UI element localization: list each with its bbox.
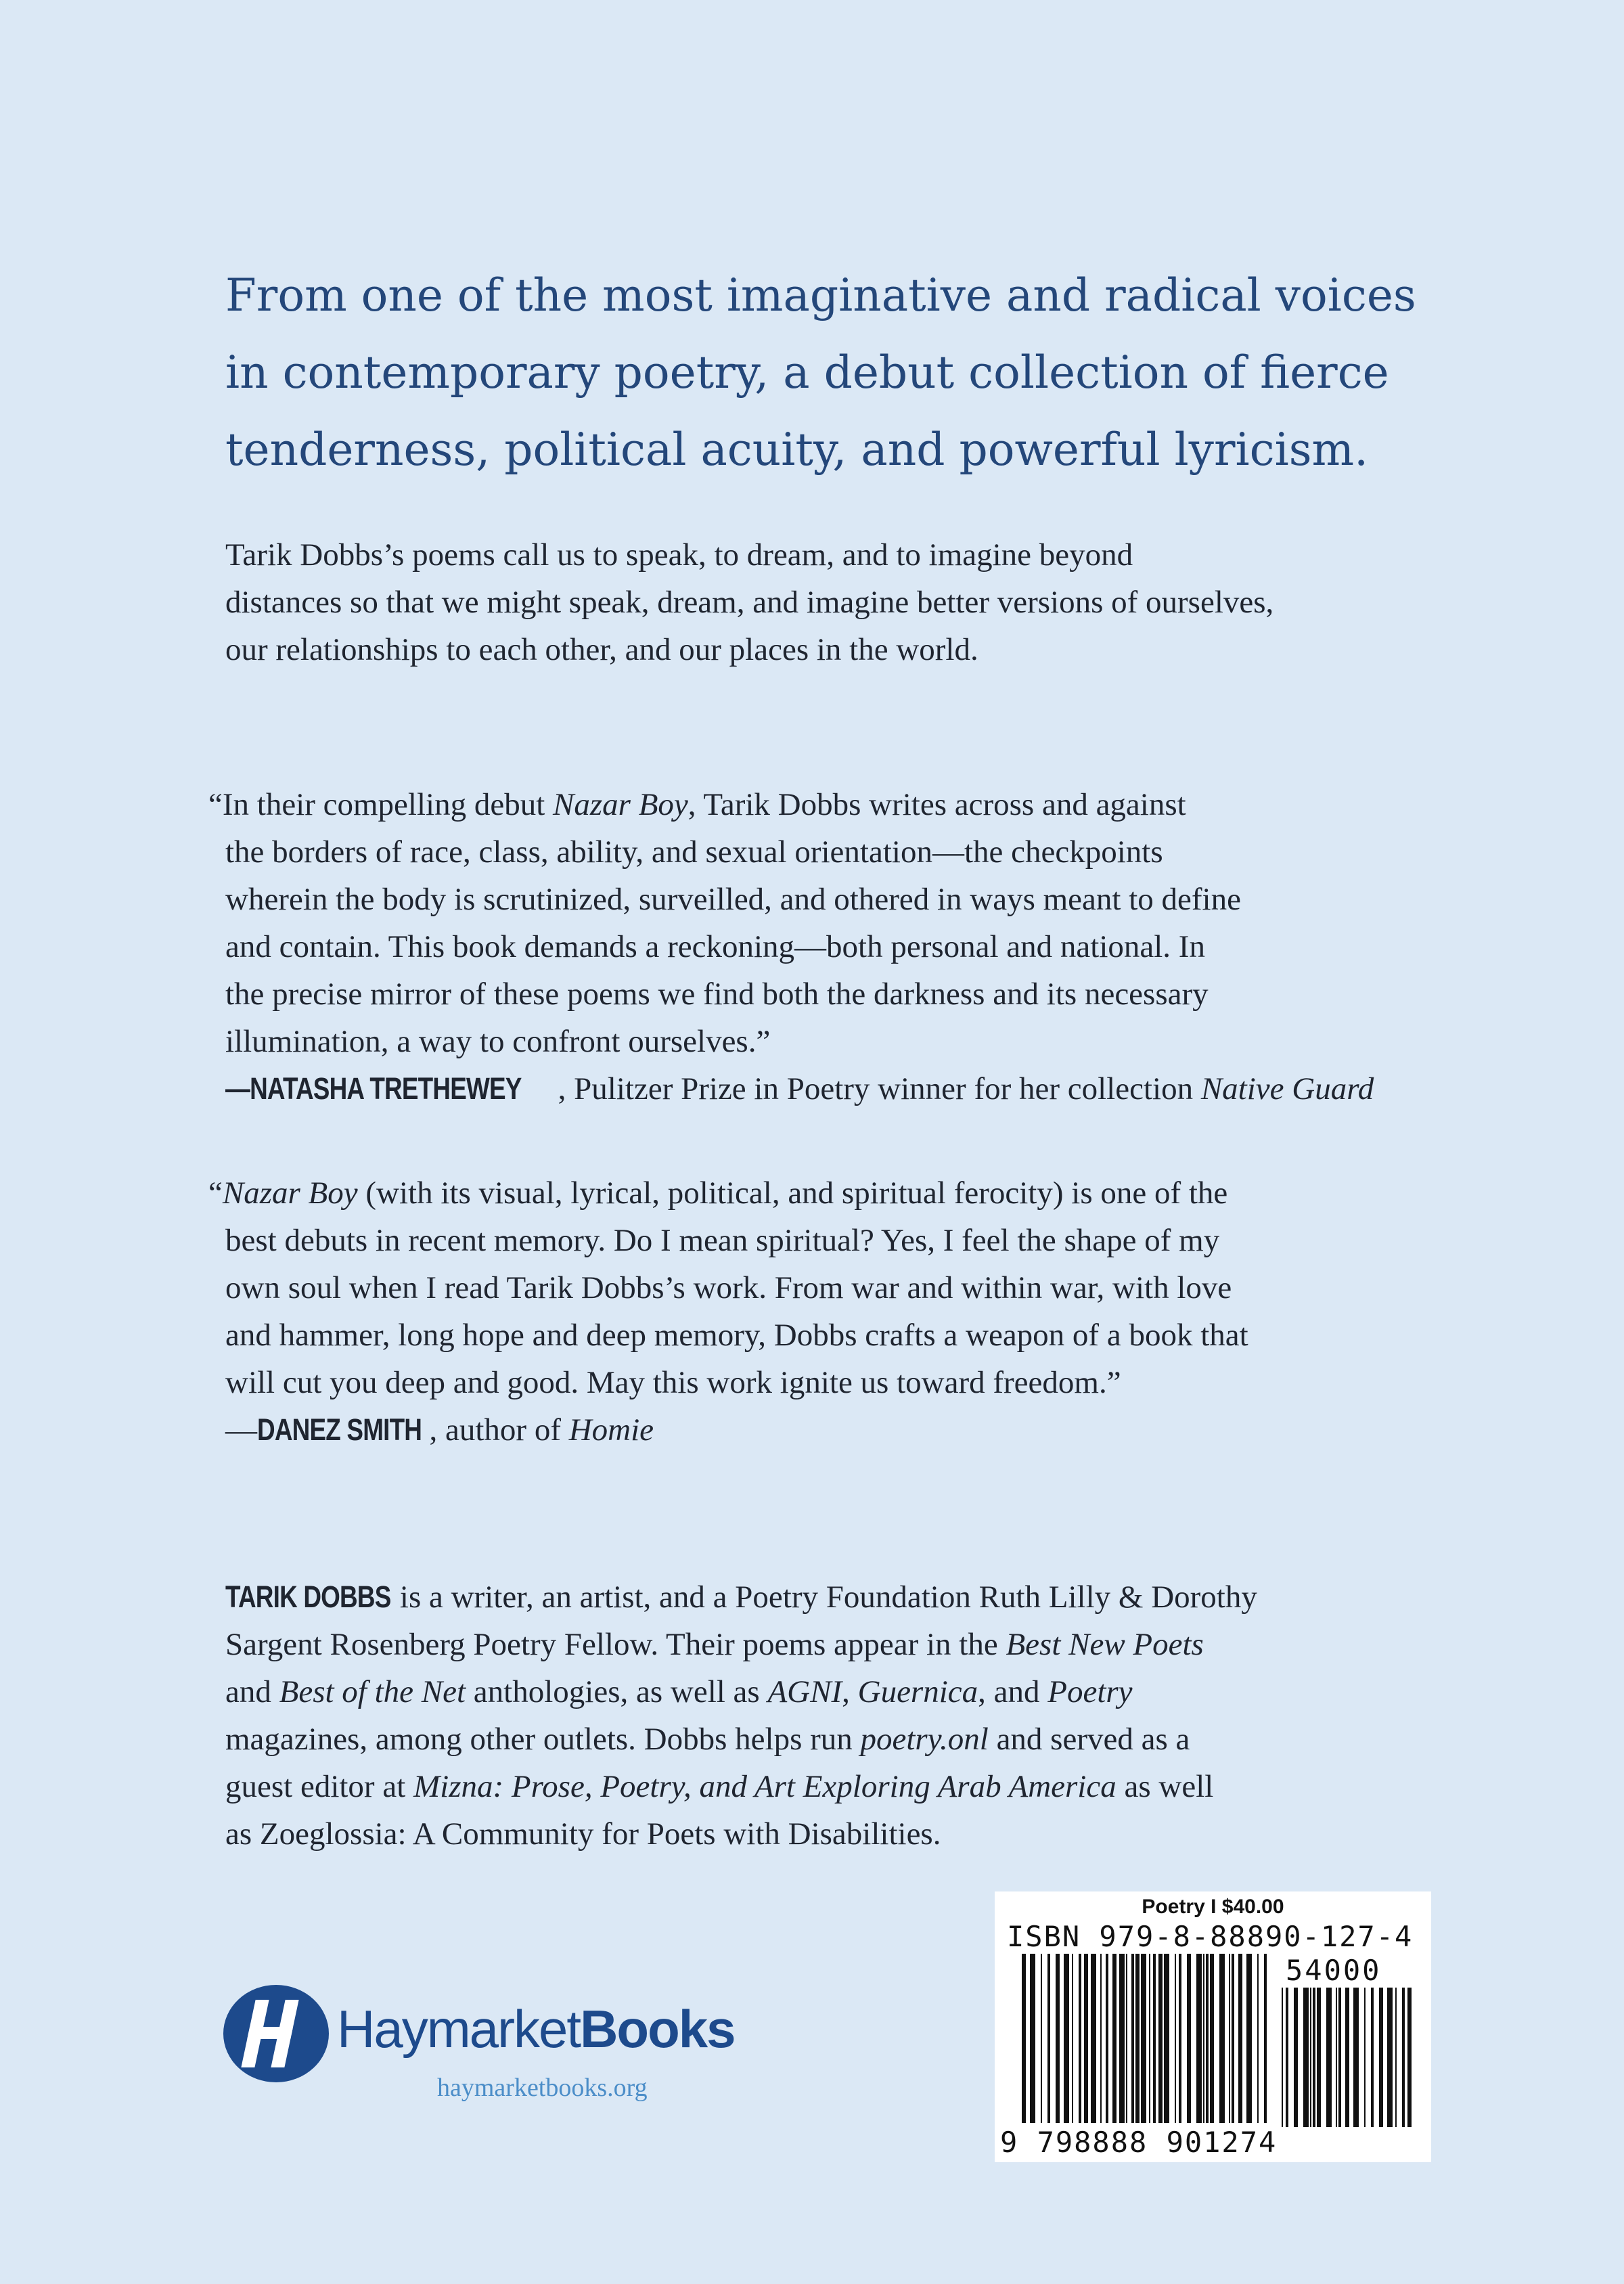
blurb-line — [208, 781, 1453, 828]
barcode-digits: 9 798888 901274 — [1000, 2126, 1278, 2159]
author-name: TARIK DOBBS — [225, 1580, 391, 1614]
barcode-bar — [1336, 1988, 1337, 2127]
barcode-bar — [1175, 1954, 1176, 2123]
barcode-bar — [1238, 1954, 1242, 2123]
headline-line: in contemporary poetry, a debut collection of fierce — [225, 346, 1389, 399]
barcode-bar — [1164, 1954, 1169, 2123]
barcode-bar — [1264, 1954, 1267, 2123]
barcode-bars — [1003, 1954, 1422, 2127]
blurb-line: and contain. This book demands a reckoning—both personal and national. In — [225, 929, 1205, 964]
attribution-work: Native Guard — [1200, 1071, 1374, 1106]
blurb-line: wherein the body is scrutinized, surveilled, and othered in ways meant to define — [225, 882, 1241, 917]
blurb-line: own soul when I read Tarik Dobbs’s work. From war and within war, with love — [225, 1270, 1232, 1305]
barcode-bar — [1294, 1988, 1298, 2127]
attribution-name — [225, 1065, 522, 1113]
barcode-bar — [1338, 1988, 1341, 2127]
barcode-bar — [1303, 1988, 1309, 2127]
barcode-bar — [1112, 1954, 1116, 2123]
publisher-logo — [222, 1979, 777, 2101]
barcode-bar — [1047, 1954, 1050, 2123]
bio-text: Sargent Rosenberg Poetry Fellow. Their poems appear in the — [225, 1627, 1006, 1662]
barcode-bar — [1153, 1954, 1156, 2123]
blurb-text: , Tarik Dobbs writes across and against — [687, 787, 1186, 822]
barcode-bar — [1246, 1954, 1252, 2123]
bio-line — [225, 1621, 1470, 1668]
headline-line: tenderness, political acuity, and powerful lyricism. — [225, 424, 1369, 476]
bio-italic: Poetry — [1047, 1674, 1133, 1709]
barcode-bar — [1131, 1954, 1134, 2123]
barcode-bar — [1407, 1988, 1412, 2127]
barcode-bar — [1091, 1954, 1096, 2123]
barcode-bar — [1149, 1954, 1150, 2123]
attribution-work: Homie — [568, 1412, 654, 1448]
attribution-text: , author of — [429, 1412, 569, 1448]
barcode-bar — [1022, 1954, 1026, 2123]
barcode-bar — [1257, 1954, 1259, 2123]
publisher-name — [337, 1998, 734, 2060]
blurb-line: will cut you deep and good. May this work ignite us toward freedom.” — [225, 1365, 1121, 1400]
bio-line — [225, 1668, 1470, 1716]
barcode-bar — [1179, 1954, 1181, 2123]
attribution-name: DANEZ SMITH — [257, 1412, 422, 1447]
author-bio — [225, 1573, 1470, 1858]
open-quote: “ — [208, 1175, 223, 1211]
barcode-bar — [1100, 1954, 1102, 2123]
barcode-bar — [1072, 1954, 1073, 2123]
bio-italic: Guernica — [857, 1674, 978, 1709]
barcode-bar — [1041, 1954, 1042, 2123]
category-price: Poetry I $40.00 — [1142, 1896, 1284, 1918]
barcode-bar — [1119, 1954, 1125, 2123]
blurb-line: the borders of race, class, ability, and sexual orientation—the checkpoints — [225, 834, 1163, 870]
book-title: Nazar Boy — [222, 1175, 358, 1211]
barcode-bar — [1326, 1988, 1332, 2127]
barcode-bar — [1203, 1954, 1204, 2123]
bio-line: as Zoeglossia: A Community for Poets with Disabilities. — [225, 1816, 941, 1852]
book-title: Nazar Boy — [553, 787, 688, 822]
barcode-bar — [1379, 1988, 1383, 2127]
barcode-bar — [1286, 1988, 1288, 2127]
barcode-bar — [1371, 1988, 1374, 2127]
barcode-bar — [1387, 1988, 1393, 2127]
barcode-bar — [1135, 1954, 1140, 2123]
barcode-bar — [1395, 1988, 1397, 2127]
bio-text: and — [225, 1674, 279, 1709]
intro-line: Tarik Dobbs’s poems call us to speak, to dream, and to imagine beyond — [225, 537, 1133, 573]
blurb-line: illumination, a way to confront ourselves.” — [225, 1024, 771, 1059]
bio-text: is a writer, an artist, and a Poetry Foundation Ruth Lilly & Dorothy — [392, 1580, 1257, 1615]
attribution-text: , Pulitzer Prize in Poetry winner for her collection — [558, 1071, 1201, 1106]
barcode-bar — [1106, 1954, 1108, 2123]
bio-italic: Best of the Net — [279, 1674, 466, 1709]
attribution-name-text: NATASHA TRETHEWEY — [250, 1071, 522, 1106]
headline-line: From one of the most imaginative and radical voices — [225, 269, 1416, 321]
blurb-text: (with its visual, lyrical, political, and spiritual ferocity) is one of the — [357, 1175, 1228, 1211]
barcode-bar — [1313, 1988, 1315, 2127]
bio-text: as well — [1116, 1769, 1214, 1804]
barcode-bar — [1210, 1954, 1214, 2123]
intro-line: our relationships to each other, and our places in the world. — [225, 632, 978, 667]
barcode-bar — [1206, 1954, 1209, 2123]
barcode-bar — [1079, 1954, 1081, 2123]
attribution-dash: — — [225, 1412, 257, 1448]
barcode-bar — [1402, 1988, 1405, 2127]
barcode-bar — [1030, 1954, 1035, 2123]
barcode-bar — [1317, 1988, 1321, 2127]
bio-italic: Mizna: Prose, Poetry, and Art Exploring Arab America — [413, 1769, 1116, 1804]
barcode-bar — [1056, 1954, 1060, 2123]
bio-text: magazines, among other outlets. Dobbs helps run — [225, 1722, 861, 1757]
headline — [225, 257, 1416, 489]
publisher-url: haymarketbooks.org — [437, 2074, 648, 2102]
blurb-line — [208, 1169, 1453, 1217]
attribution-dash: — — [225, 1071, 250, 1106]
intro-line: distances so that we might speak, dream, and imagine better versions of ourselves, — [225, 585, 1274, 620]
bio-italic: poetry.onl — [860, 1722, 989, 1757]
barcode-bar — [1126, 1954, 1127, 2123]
blurb-text: “In their compelling debut — [208, 787, 554, 822]
bio-line — [225, 1573, 1470, 1621]
bio-text: anthologies, as well as — [466, 1674, 768, 1709]
blurb-attribution — [208, 1406, 1453, 1454]
barcode-bar — [1282, 1988, 1283, 2127]
barcode-bar — [1310, 1988, 1311, 2127]
blurb-smith — [208, 1169, 1453, 1454]
barcode-bar — [1084, 1954, 1088, 2123]
barcode-bar — [1187, 1954, 1191, 2123]
bio-text: and served as a — [988, 1722, 1190, 1757]
isbn-number: ISBN 979-8-88890-127-4 — [1007, 1920, 1414, 1953]
barcode-bar — [1141, 1954, 1146, 2123]
publisher-name-light: Haymarket — [337, 1999, 581, 2059]
barcode-bar — [1064, 1954, 1069, 2123]
blurb-line: best debuts in recent memory. Do I mean spiritual? Yes, I feel the shape of my — [225, 1223, 1220, 1258]
price-addon-code: 54000 — [1286, 1954, 1382, 1987]
barcode-bar — [1232, 1954, 1234, 2123]
bio-line — [225, 1716, 1470, 1763]
barcode-bar — [1345, 1988, 1349, 2127]
isbn-barcode — [995, 1891, 1431, 2162]
bio-italic: AGNI — [767, 1674, 842, 1709]
intro-paragraph — [225, 531, 1470, 673]
barcode-bar — [1229, 1954, 1230, 2123]
barcode-bar — [1353, 1988, 1359, 2127]
publisher-name-bold: Books — [580, 1999, 735, 2059]
blurb-line: and hammer, long hope and deep memory, Dobbs crafts a weapon of a book that — [225, 1318, 1248, 1353]
bio-line — [225, 1763, 1470, 1810]
bio-italic: Best New Poets — [1006, 1627, 1204, 1662]
barcode-bar — [1219, 1954, 1225, 2123]
barcode-bar — [1364, 1988, 1366, 2127]
blurb-trethewey — [208, 781, 1453, 1113]
blurb-attribution — [208, 1065, 1453, 1113]
bio-text: , — [842, 1674, 858, 1709]
bio-text: , and — [978, 1674, 1048, 1709]
blurb-line: the precise mirror of these poems we find both the darkness and its necessary — [225, 977, 1209, 1012]
haymarket-logo-icon — [222, 1979, 330, 2088]
barcode-bar — [1158, 1954, 1163, 2123]
bio-text: guest editor at — [225, 1769, 414, 1804]
barcode-bar — [1196, 1954, 1202, 2123]
